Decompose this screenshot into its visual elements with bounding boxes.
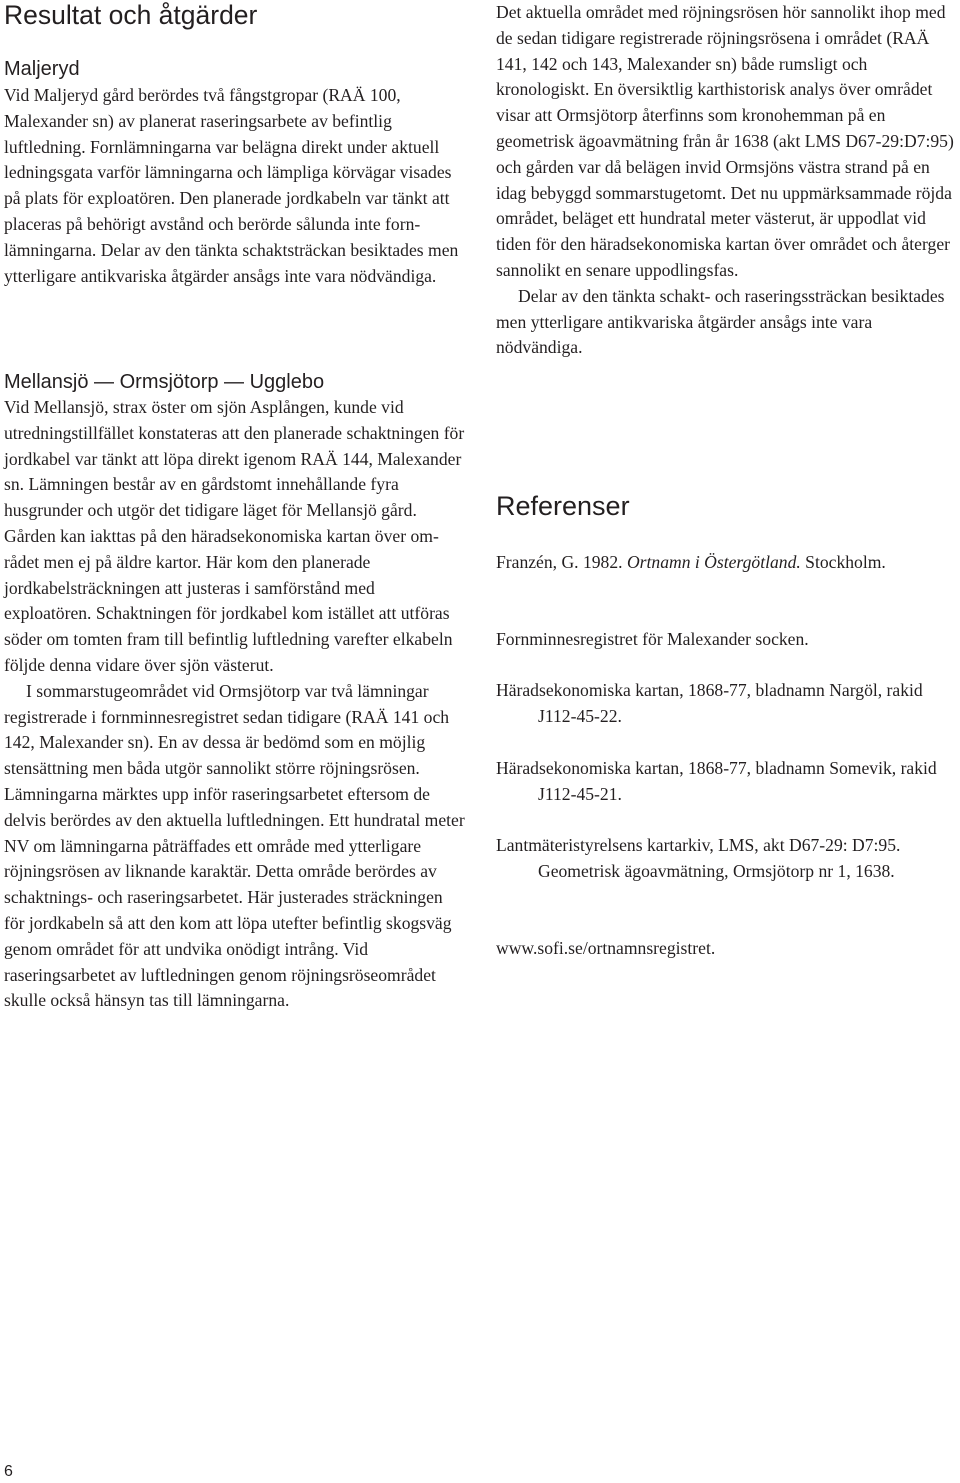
- paragraph: Det aktuella området med röjningsrösen hör sannolikt ihop med de sedan tidigare registrerade röjningsrösena i området (RAÄ 141, 142 och 143, Malexander sn) både rumsligt och kronologiskt. En översiktlig karthistorisk analys över området visar att Ormsjötorp återfinns som kronohemman på en geometrisk ägoavmätning från år 1638 (akt LMS D67-29:D7:95) och gården var då belägen invid Ormsjöns västra strand på en idag bebyggd sommarstugetomt. Det nu uppmärksammade röjda området, beläget ett hundratal meter västerut, är uppodlat vid tiden för den häradsekonomiska kartan över området och återger sannolikt en senare uppodlingsfas.: [496, 2, 954, 280]
- page-number: 6: [4, 1463, 13, 1480]
- references-heading: Referenser: [496, 491, 630, 521]
- continued-text: [496, 0, 958, 361]
- section-body-mellansjo: [4, 395, 466, 1014]
- reference-item: Lantmäteristyrelsens kartarkiv, LMS, akt D67-29: D7:95. Geometrisk ägoavmätning, Ormsjötorp nr 1, 1638.: [496, 835, 901, 881]
- page-title: Resultat och åtgärder: [4, 0, 258, 30]
- reference-item: Franzén, G. 1982. Ortnamn i Östergötland. Stockholm.: [496, 552, 886, 572]
- paragraph: Vid Mellansjö, strax öster om sjön Asplången, kunde vid utredningstillfället konstateras att den planerade schaktningen för jordkabel var tänkt att löpa direkt igenom RAÄ 144, Malexander sn. Lämningen består av en gårdstomt innehållande fyra husgrunder och utgör det tidigare läget för Mellansjö gård. Gården kan iakttas på den häradsekonomiska kartan över området men ej på äldre kartor. Här kom den planerade jordkabelsträckningen att justeras i samförstånd med exploatören. Schaktningen för jordkabel kom istället att utföras söder om tomten fram till befintlig luftledning varefter elkabeln följde denna vidare över sjön västerut.: [4, 397, 465, 675]
- paragraph: I sommarstugeområdet vid Ormsjötorp var två lämningar registrerade i fornminnesregistret sedan tidigare (RAÄ 141 och 142, Malexander sn). En av dessa är bedömd som en möjlig stensättning men båda utgör sannolikt större röjningsrösen. Lämningarna märktes upp inför raseringsarbetet eftersom de delvis berördes av den aktuella luftledningen. Ett hundratal meter NV om lämningarna påträffades ett område med ytterligare röjningsrösen av liknande karaktär. Detta område berördes av schaktnings- och raseringsarbetet. Här justerades sträckningen för jordkabeln så att den kom att löpa utefter befintlig skogsväg genom området för att undvika onödigt intrång. Vid raseringsarbetet av luftledningen genom röjningsröseområdet skulle också hänsyn tas till lämningarna.: [4, 680, 465, 1011]
- reference-item: www.sofi.se/ortnamnsregistret.: [496, 938, 716, 958]
- reference-item: Häradsekonomiska kartan, 1868-77, bladnamn Somevik, rakid J112-45-21.: [496, 758, 937, 804]
- section-heading-mellansjo: Mellansjö — Ormsjötorp — Ugglebo: [4, 371, 325, 393]
- section-body-maljeryd: [4, 83, 466, 289]
- paragraph: Vid Maljeryd gård berördes två fångstgropar (RAÄ 100, Malexander sn) av planerat raseringsarbete av befintlig luftledning. Fornlämningarna var belägna direkt under aktuell ledningsgata varför lämningarna och lämpliga körvägar visades på plats för exploatören. Den planerade jordkabeln var tänkt att placeras på behörigt avstånd och berörde sålunda inte fornlämningarna. Delar av den tänkta schaktsträckan besiktades men ytterligare antikvariska åtgärder ansågs inte vara nödvändiga.: [4, 85, 459, 286]
- paragraph: Delar av den tänkta schakt- och raseringssträckan besiktades men ytterligare antikvariska åtgärder ansågs inte vara nödvändiga.: [496, 285, 945, 358]
- reference-item: Fornminnesregistret för Malexander socken.: [496, 629, 809, 649]
- section-heading-maljeryd: Maljeryd: [4, 58, 80, 80]
- reference-item: Häradsekonomiska kartan, 1868-77, bladnamn Nargöl, rakid J112-45-22.: [496, 680, 923, 726]
